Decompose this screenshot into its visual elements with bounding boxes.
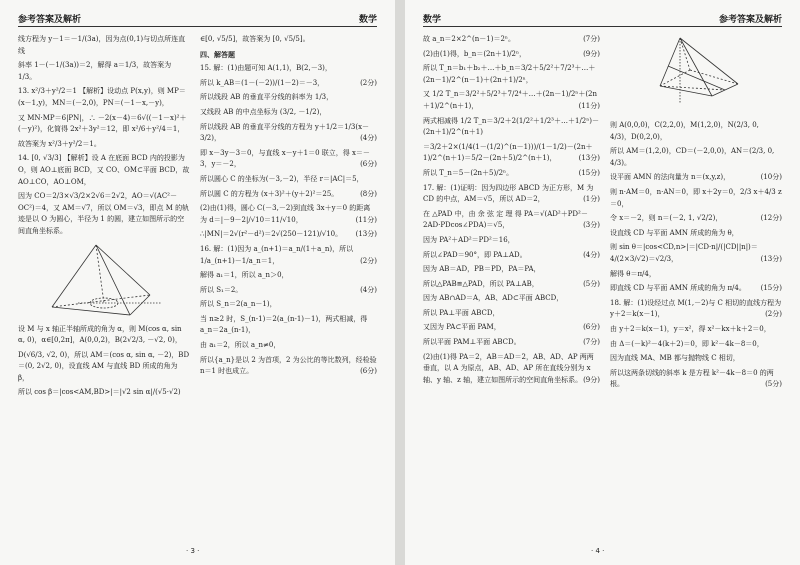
score-points: (13分) <box>355 230 377 239</box>
header-left-title: 参考答案及解析 <box>18 15 82 25</box>
right-page-column-2 <box>610 34 782 537</box>
score-points: (9分) <box>583 375 600 384</box>
tetrahedron-figure <box>38 241 190 321</box>
text-line: 所以这两条切线的斜率 k 是方程 k²－4k－8＝0 的两根。 (5分) <box>610 368 782 391</box>
text-line: 所以圆 C 的方程为 (x＋3)²＋(y＋2)²＝25。 (8分) <box>200 189 377 201</box>
text-line: 又 1/2 T_n＝3/2²＋5/2³＋7/2⁴＋…＋(2n－1)/2ⁿ＋(2n＋1)/2^(n＋1)， (11分) <box>423 89 600 112</box>
text-line: 所以 PA⊥平面 ABCD， <box>423 308 500 317</box>
text-line: 所以 k_AB＝(1－(－2))/(1－2)＝－3， (2分) <box>200 78 377 90</box>
text-line: 当 n≥2 时，S_(n-1)＝2(a_(n-1)－1)，两式相减，得 a_n＝2a_(n-1)， <box>200 314 368 335</box>
right-page-header <box>423 10 782 27</box>
score-points: (7分) <box>583 338 600 347</box>
score-points: (6分) <box>360 160 377 169</box>
text-line: 故答案为 x²/3＋y²/2＝1。 <box>18 139 101 148</box>
text-line: 解得 a₁＝1，所以 a_n＞0， <box>200 271 289 280</box>
left-page-column-2 <box>200 34 377 537</box>
text-line: 设 M 与 x 轴正半轴所成的角为 α，则 M(cos α, sin α, 0)，α∈[0,2π]，A(0,0,2)，B(2√2/3, －√2, 0)， <box>18 324 182 345</box>
text-line: 所以线段 AB 的垂直平分线的方程为 y＋1/2＝1/3(x－3/2)， (4分) <box>200 122 377 145</box>
header-left-subject: 数学 <box>423 15 442 25</box>
text-line: 两式相减得 1/2 T_n＝3/2＋2(1/2²＋1/2³＋…＋1/2ⁿ)－(2n＋1)/2^(n＋1) <box>423 116 600 137</box>
text-line: 设平面 AMN 的法向量为 n＝(x,y,z)， (10分) <box>610 172 782 184</box>
score-points: (5分) <box>765 380 782 389</box>
text-line: 13. x²/3＋y²/2＝1 【解析】设动点 P(x,y)，则 MP＝(x－1,y)，MN＝(－2,0)，PN＝(－1－x,－y)， <box>18 87 186 107</box>
text-line: 线方程为 y－1＝－1/(3a)，因为点(0,1)与切点所连直线 <box>18 35 186 55</box>
left-page <box>0 0 395 565</box>
text-line: 所以{a_n}是以 2 为首项，2 为公比的等比数列，经检验 n＝1 时也成立。 (6分) <box>200 355 377 378</box>
text-line: ∈[0, √5/5]，故答案为 [0, √5/5]。 <box>200 35 310 43</box>
score-points: (10分) <box>760 173 782 182</box>
text-line: 在 △PAD 中，由 余 弦 定 理 得 PA＝√(AD²＋PD²－2AD·PDcos∠PDA)＝√5， (3分) <box>423 209 600 232</box>
text-line: 斜率 1－(－1/(3a))＝2，解得 a＝1/3，故答案为 1/3。 <box>18 61 172 81</box>
text-line: 因为 PA²＋AD²＝PD²＝16， <box>423 235 515 244</box>
right-page <box>405 0 800 565</box>
text-line: 解得 θ＝π/4， <box>610 269 656 278</box>
text-line: ＝3/2＋2×(1/4(1－(1/2)^(n－1)))/(1－1/2)－(2n＋1)/2^(n＋1)＝5/2－(2n＋5)/2^(n＋1)， (13分) <box>423 142 600 165</box>
text-line: 所以 S₁＝2。 (4分) <box>200 285 377 297</box>
score-points: (2分) <box>360 78 377 87</box>
score-points: (4分) <box>360 285 377 294</box>
text-line: (2)由(1)得，圆心 C(－3,－2)到直线 3x＋y＝0 的距离为 d＝|－9－2|/√10＝11/√10， (11分) <box>200 203 377 226</box>
text-line: 所以△PAB≌△PAD，所以 PA⊥AB， (5分) <box>423 279 600 291</box>
score-points: (1分) <box>583 195 600 204</box>
text-line: 因为 AB＝AD，PB＝PD，PA＝PA， <box>423 265 541 274</box>
score-points: (11分) <box>355 215 377 224</box>
text-line: 所以线段 AB 的垂直平分线的斜率为 1/3， <box>200 93 334 102</box>
text-line: 即直线 CD 与平面 AMN 所成的角为 π/4。 (15分) <box>610 283 782 295</box>
text-line: 故 a_n＝2×2^(n－1)＝2ⁿ。 (7分) <box>423 34 600 46</box>
text-line: 由 Δ＝(－k)²－4(k＋2)＝0，即 k²－4k－8＝0， <box>610 339 764 348</box>
right-page-column-1 <box>423 34 600 537</box>
header-right-title: 参考答案及解析 <box>718 15 782 25</box>
text-line: 17. 解：(1)证明：因为四边形 ABCD 为正方形，M 为 CD 的中点，AM＝√5，所以 AD＝2， (1分) <box>423 183 600 206</box>
text-line: 设直线 CD 与平面 AMN 所成的角为 θ， <box>610 228 739 237</box>
score-points: (12分) <box>760 214 782 223</box>
page-number: · 3 · <box>186 547 200 555</box>
left-page-column-1 <box>18 34 190 537</box>
text-line: 由 y＋2＝k(x－1)，y＝x²，得 x²－kx＋k＋2＝0， <box>610 324 771 333</box>
text-line: 14. [0, √3/3] 【解析】设 A 在底面 BCD 内的投影为 O，则 AO⊥底面 BCD，又 CO、OM⊂平面 BCD，故 AO⊥CO，AO⊥OM， <box>18 154 190 186</box>
text-line: 即 x－3y－3＝0，与直线 x－y＋1＝0 联立，得 x＝－3，y＝－2， (6分) <box>200 148 377 171</box>
score-points: (13分) <box>760 254 782 263</box>
text-line: 所以平面 PAM⊥平面 ABCD。 (7分) <box>423 337 600 349</box>
section-heading: 四、解答题 <box>200 49 235 59</box>
text-line: 所以 S_n＝2(a_n－1)， <box>200 300 277 309</box>
left-page-header <box>18 10 377 27</box>
page-number: · 4 · <box>591 547 605 555</box>
text-line: (2)由(1)得 PA＝2，AB＝AD＝2，AB、AD、AP 两两垂直，以 A 为原点，AB、AD、AP 所在直线分别为 x 轴、y 轴、z 轴，建立如图所示的空间直角坐标系。 (9分) <box>423 352 600 387</box>
text-line: 又 MN·MP＝6|PN|，∴ －2(x－4)＝6√((－1－x)²＋(－y)²)，化简得 2x²＋3y²＝12，即 x²/6＋y²/4＝1， <box>18 113 187 134</box>
text-line: 由 a₁＝2，所以 a_n≠0， <box>200 341 281 350</box>
text-line: 所以∠PAD＝90°，即 PA⊥AD。 (4分) <box>423 250 600 262</box>
text-line: ∴|MN|＝2√(r²－d²)＝2√(250－121)/√10。 (13分) <box>200 229 377 241</box>
score-points: (8分) <box>360 189 377 198</box>
score-points: (15分) <box>760 284 782 293</box>
text-line: 因为 CO＝2/3×√3/2×2√6＝2√2，AO＝√(AC²－OC²)＝4，又 AM＝√7，所以 OM＝√3，即点 M 的轨迹是以 O 为圆心，半径为 1 的圆，建立如图所示的空间直角坐标系。 <box>18 192 190 235</box>
text-line: 则 sin θ＝|cos<CD,n>|＝|CD·n|/(|CD||n|)＝4/(2×3/√2)＝√2/3， (13分) <box>610 242 782 265</box>
text-line: D(√6/3, √2, 0)，所以 AM＝(cos α, sin α, －2)，BD＝(0, 2√2, 0)，设直线 AM 与直线 BD 所成的角为 β， <box>18 350 190 382</box>
text-line: 16. 解：(1)因为 a_(n+1)＝a_n/(1＋a_n)，所以 1/a_(n+1)－1/a_n＝1， (2分) <box>200 244 377 267</box>
text-line: 则 A(0,0,0)，C(2,2,0)，M(1,2,0)，N(2/3, 0, 4/3)，D(0,2,0)， <box>610 121 759 141</box>
score-points: (4分) <box>360 134 377 143</box>
pyramid-figure <box>650 34 782 116</box>
score-points: (2分) <box>360 256 377 265</box>
text-line: 所以 cos β＝|cos<AM,BD>|＝|√2 sin α|/(√5·√2) <box>18 388 181 397</box>
page-gutter <box>395 0 405 565</box>
text-line: (2)由(1)得，b_n＝(2n＋1)/2ⁿ， (9分) <box>423 49 600 61</box>
score-points: (13分) <box>578 154 600 163</box>
score-points: (9分) <box>583 49 600 58</box>
text-line: 所以圆心 C 的坐标为(－3,－2)，半径 r＝|AC|＝5， <box>200 174 364 183</box>
score-points: (3分) <box>583 221 600 230</box>
text-line: 所以 AM＝(1,2,0)，CD＝(－2,0,0)，AN＝(2/3, 0, 4/3)。 <box>610 147 775 167</box>
text-line: 15. 解：(1)由题可知 A(1,1)，B(2,－3)， <box>200 64 332 73</box>
score-points: (6分) <box>360 367 377 376</box>
text-line: 则 n·AM＝0，n·AN＝0，即 x＋2y＝0，2/3 x＋4/3 z＝0， <box>610 187 782 208</box>
header-right-subject: 数学 <box>358 15 377 25</box>
score-points: (4分) <box>583 250 600 259</box>
score-points: (15分) <box>578 168 600 177</box>
text-line: 因为直线 MA、MB 都与抛物线 C 相切， <box>610 354 740 363</box>
text-line: 又因为 PA⊂平面 PAM， (6分) <box>423 322 600 334</box>
text-line: 因为 AB∩AD＝A，AB、AD⊂平面 ABCD， <box>423 294 564 303</box>
text-line: 又线段 AB 的中点坐标为 (3/2, －1/2)， <box>200 107 327 116</box>
score-points: (5分) <box>583 279 600 288</box>
text-line: 所以 T_n＝b₁＋b₂＋…＋b_n＝3/2＋5/2²＋7/2³＋…＋(2n－1)/2^(n－1)＋(2n＋1)/2ⁿ， <box>423 64 596 84</box>
score-points: (7分) <box>583 35 600 43</box>
text-line: 所以 T_n＝5－(2n＋5)/2ⁿ。 (15分) <box>423 168 600 180</box>
text-line: 令 x＝－2，则 n＝(－2, 1, √2/2)， (12分) <box>610 213 782 225</box>
score-points: (6分) <box>583 323 600 332</box>
score-points: (2分) <box>765 310 782 319</box>
score-points: (11分) <box>578 101 600 110</box>
text-line: 18. 解：(1)设经过点 M(1,－2)与 C 相切的直线方程为 y＋2＝k(x－1)， (2分) <box>610 298 782 321</box>
